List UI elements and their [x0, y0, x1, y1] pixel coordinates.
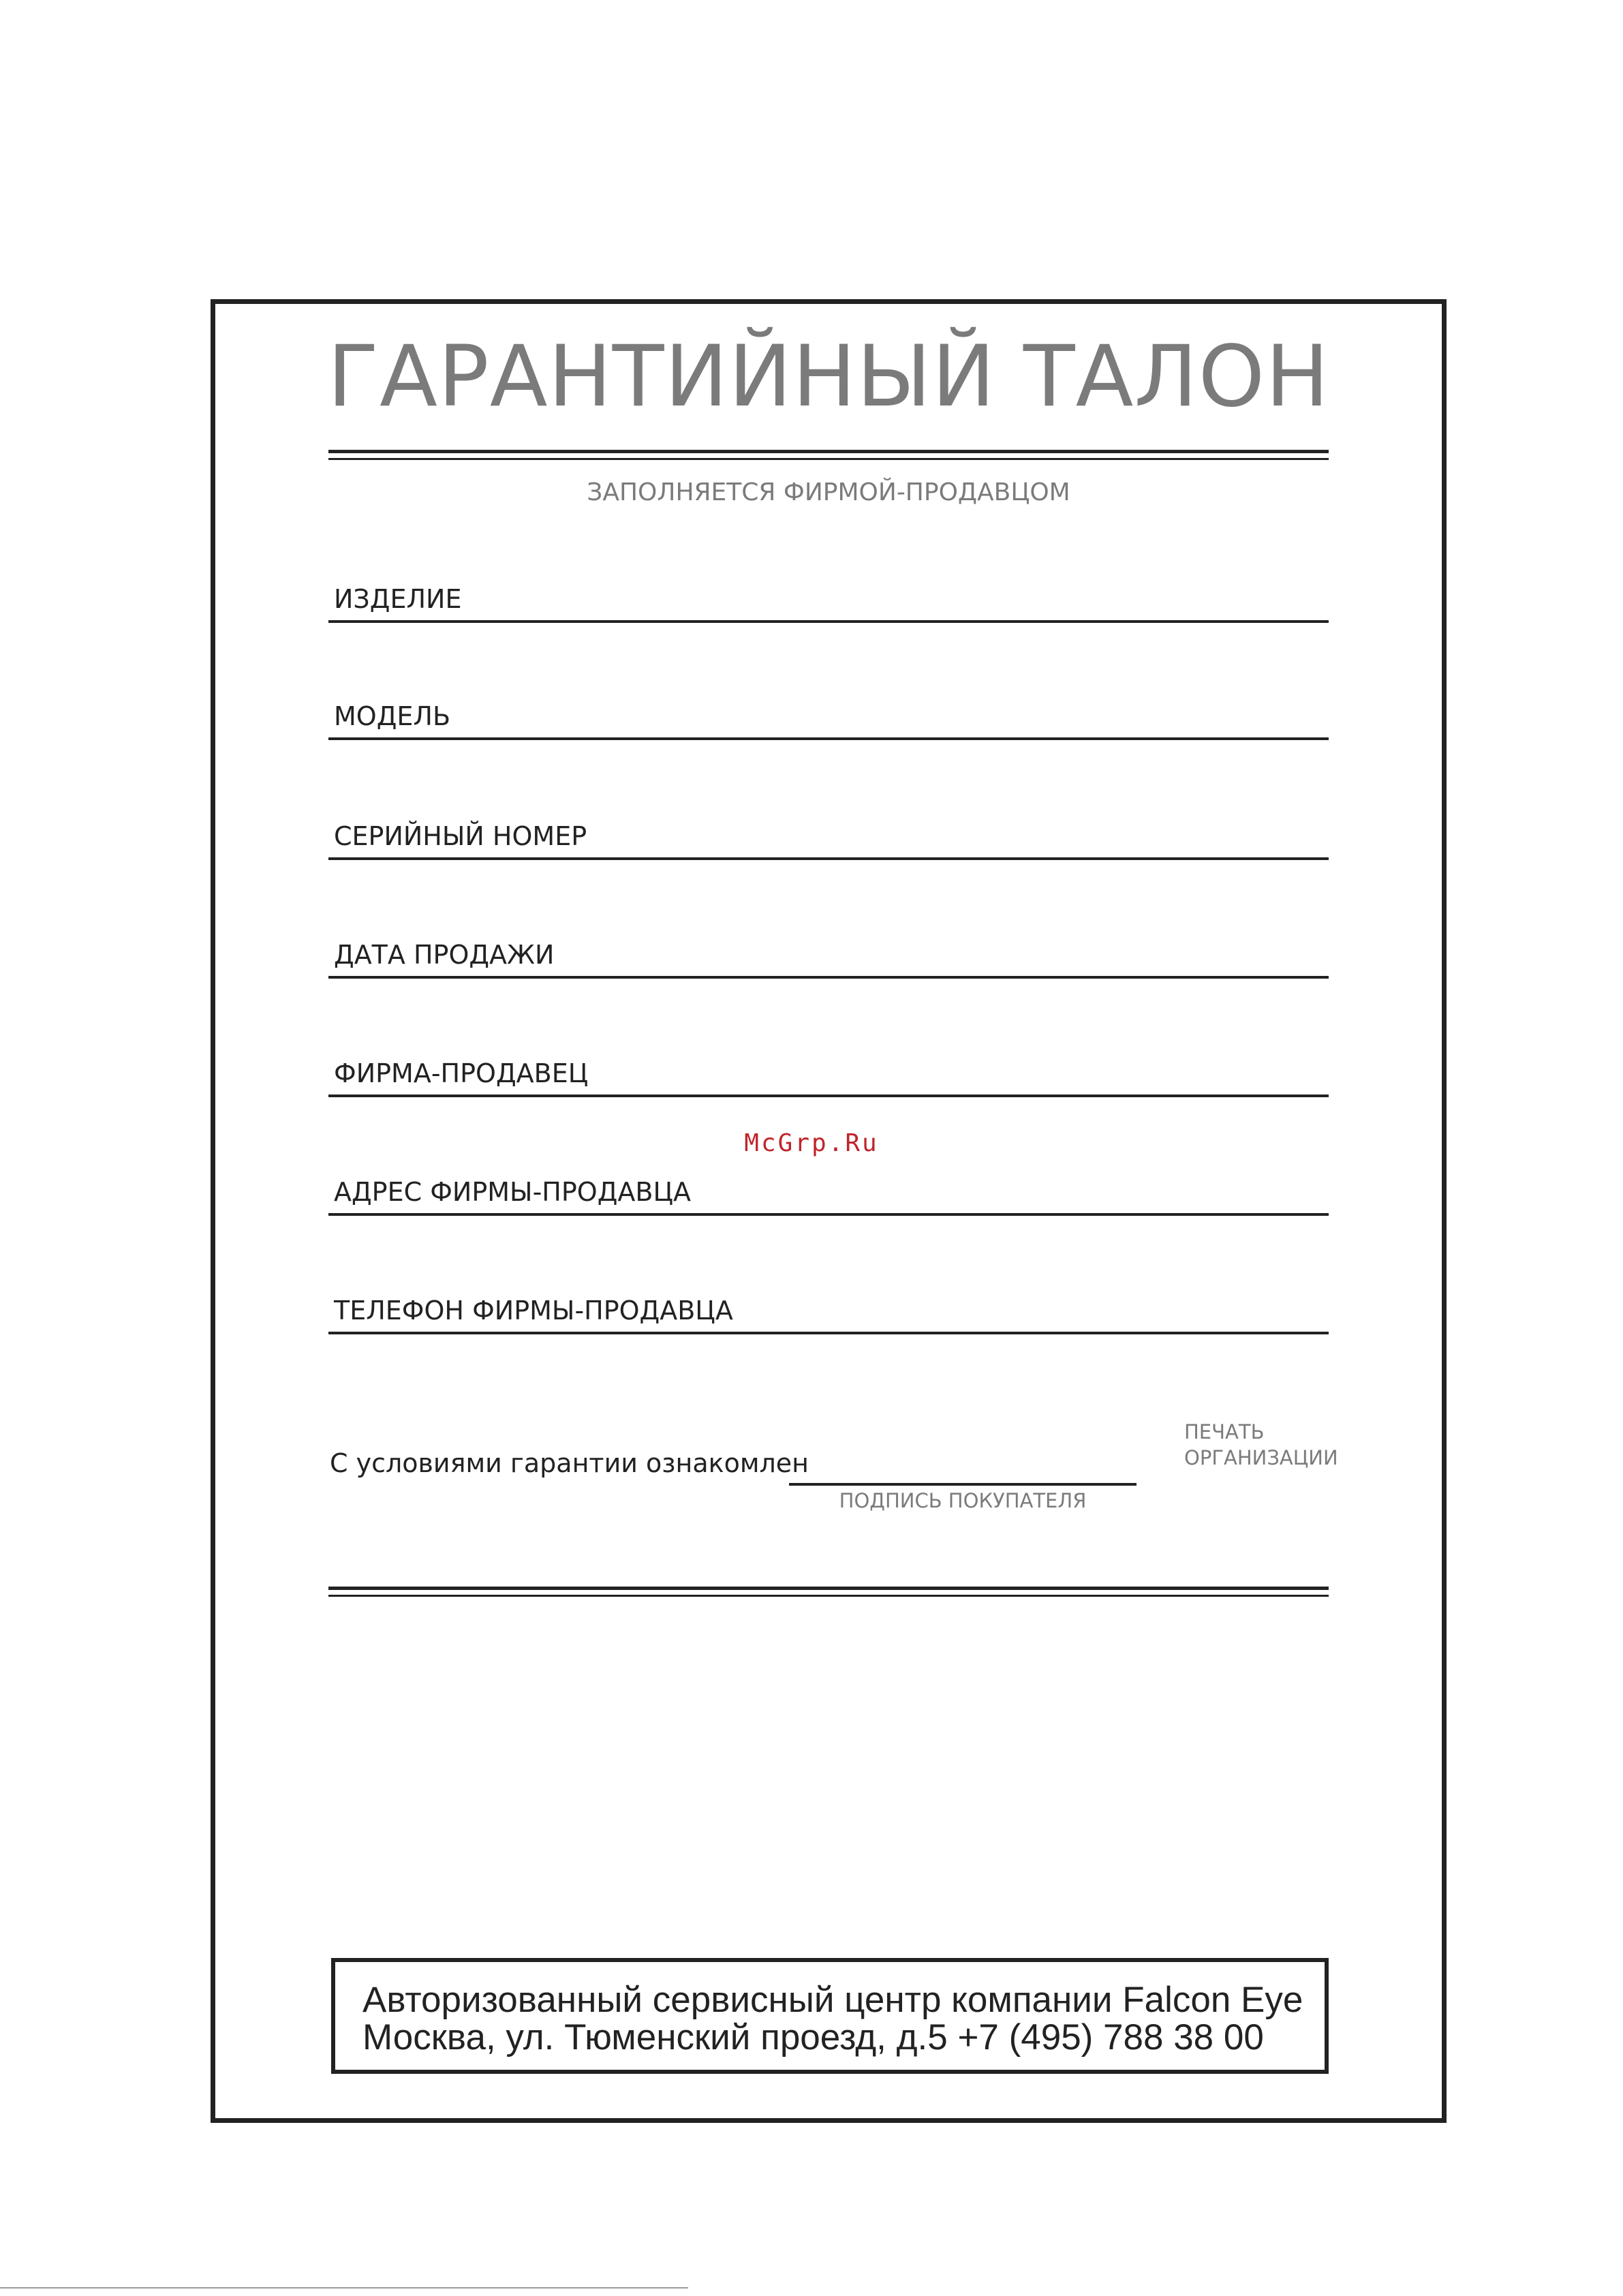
- page-title: ГАРАНТИЙНЫЙ ТАЛОН: [327, 328, 1330, 426]
- page-bottom-rule: [0, 2287, 688, 2289]
- field-seller-company[interactable]: [328, 1056, 1329, 1097]
- organization-stamp-label: [1184, 1419, 1338, 1471]
- bottom-double-divider: [328, 1587, 1329, 1597]
- field-label: ТЕЛЕФОН ФИРМЫ-ПРОДАВЦА: [334, 1296, 733, 1326]
- field-label: ИЗДЕЛИЕ: [334, 584, 462, 614]
- field-seller-address[interactable]: [328, 1175, 1329, 1216]
- field-sale-date[interactable]: [328, 938, 1329, 979]
- field-serial-number[interactable]: [328, 819, 1329, 860]
- buyer-signature-line[interactable]: [789, 1483, 1137, 1486]
- service-center-name: Авторизованный сервисный центр компании Falcon Eye: [362, 1980, 1303, 2020]
- field-product[interactable]: [328, 582, 1329, 623]
- field-label: СЕРИЙНЫЙ НОМЕР: [334, 821, 587, 851]
- field-label: ФИРМА-ПРОДАВЕЦ: [334, 1058, 589, 1088]
- top-double-divider: [328, 450, 1329, 460]
- site-watermark: McGrp.Ru: [744, 1129, 879, 1157]
- field-label: МОДЕЛЬ: [334, 701, 451, 731]
- service-center-box: [331, 1958, 1329, 2074]
- section-subtitle: ЗАПОЛНЯЕТСЯ ФИРМОЙ-ПРОДАВЦОМ: [587, 478, 1070, 506]
- stamp-label-line1: ПЕЧАТЬ: [1184, 1420, 1265, 1443]
- field-seller-phone[interactable]: [328, 1294, 1329, 1334]
- warranty-acknowledgement-text: С условиями гарантии ознакомлен: [330, 1448, 809, 1478]
- stamp-label-line2: ОРГАНИЗАЦИИ: [1184, 1446, 1338, 1469]
- field-model[interactable]: [328, 699, 1329, 740]
- service-center-address: Москва, ул. Тюменский проезд, д.5 +7 (495) 788 38 00: [362, 2017, 1264, 2057]
- field-label: АДРЕС ФИРМЫ-ПРОДАВЦА: [334, 1177, 691, 1207]
- field-label: ДАТА ПРОДАЖИ: [334, 940, 555, 970]
- buyer-signature-caption: ПОДПИСЬ ПОКУПАТЕЛЯ: [839, 1489, 1087, 1512]
